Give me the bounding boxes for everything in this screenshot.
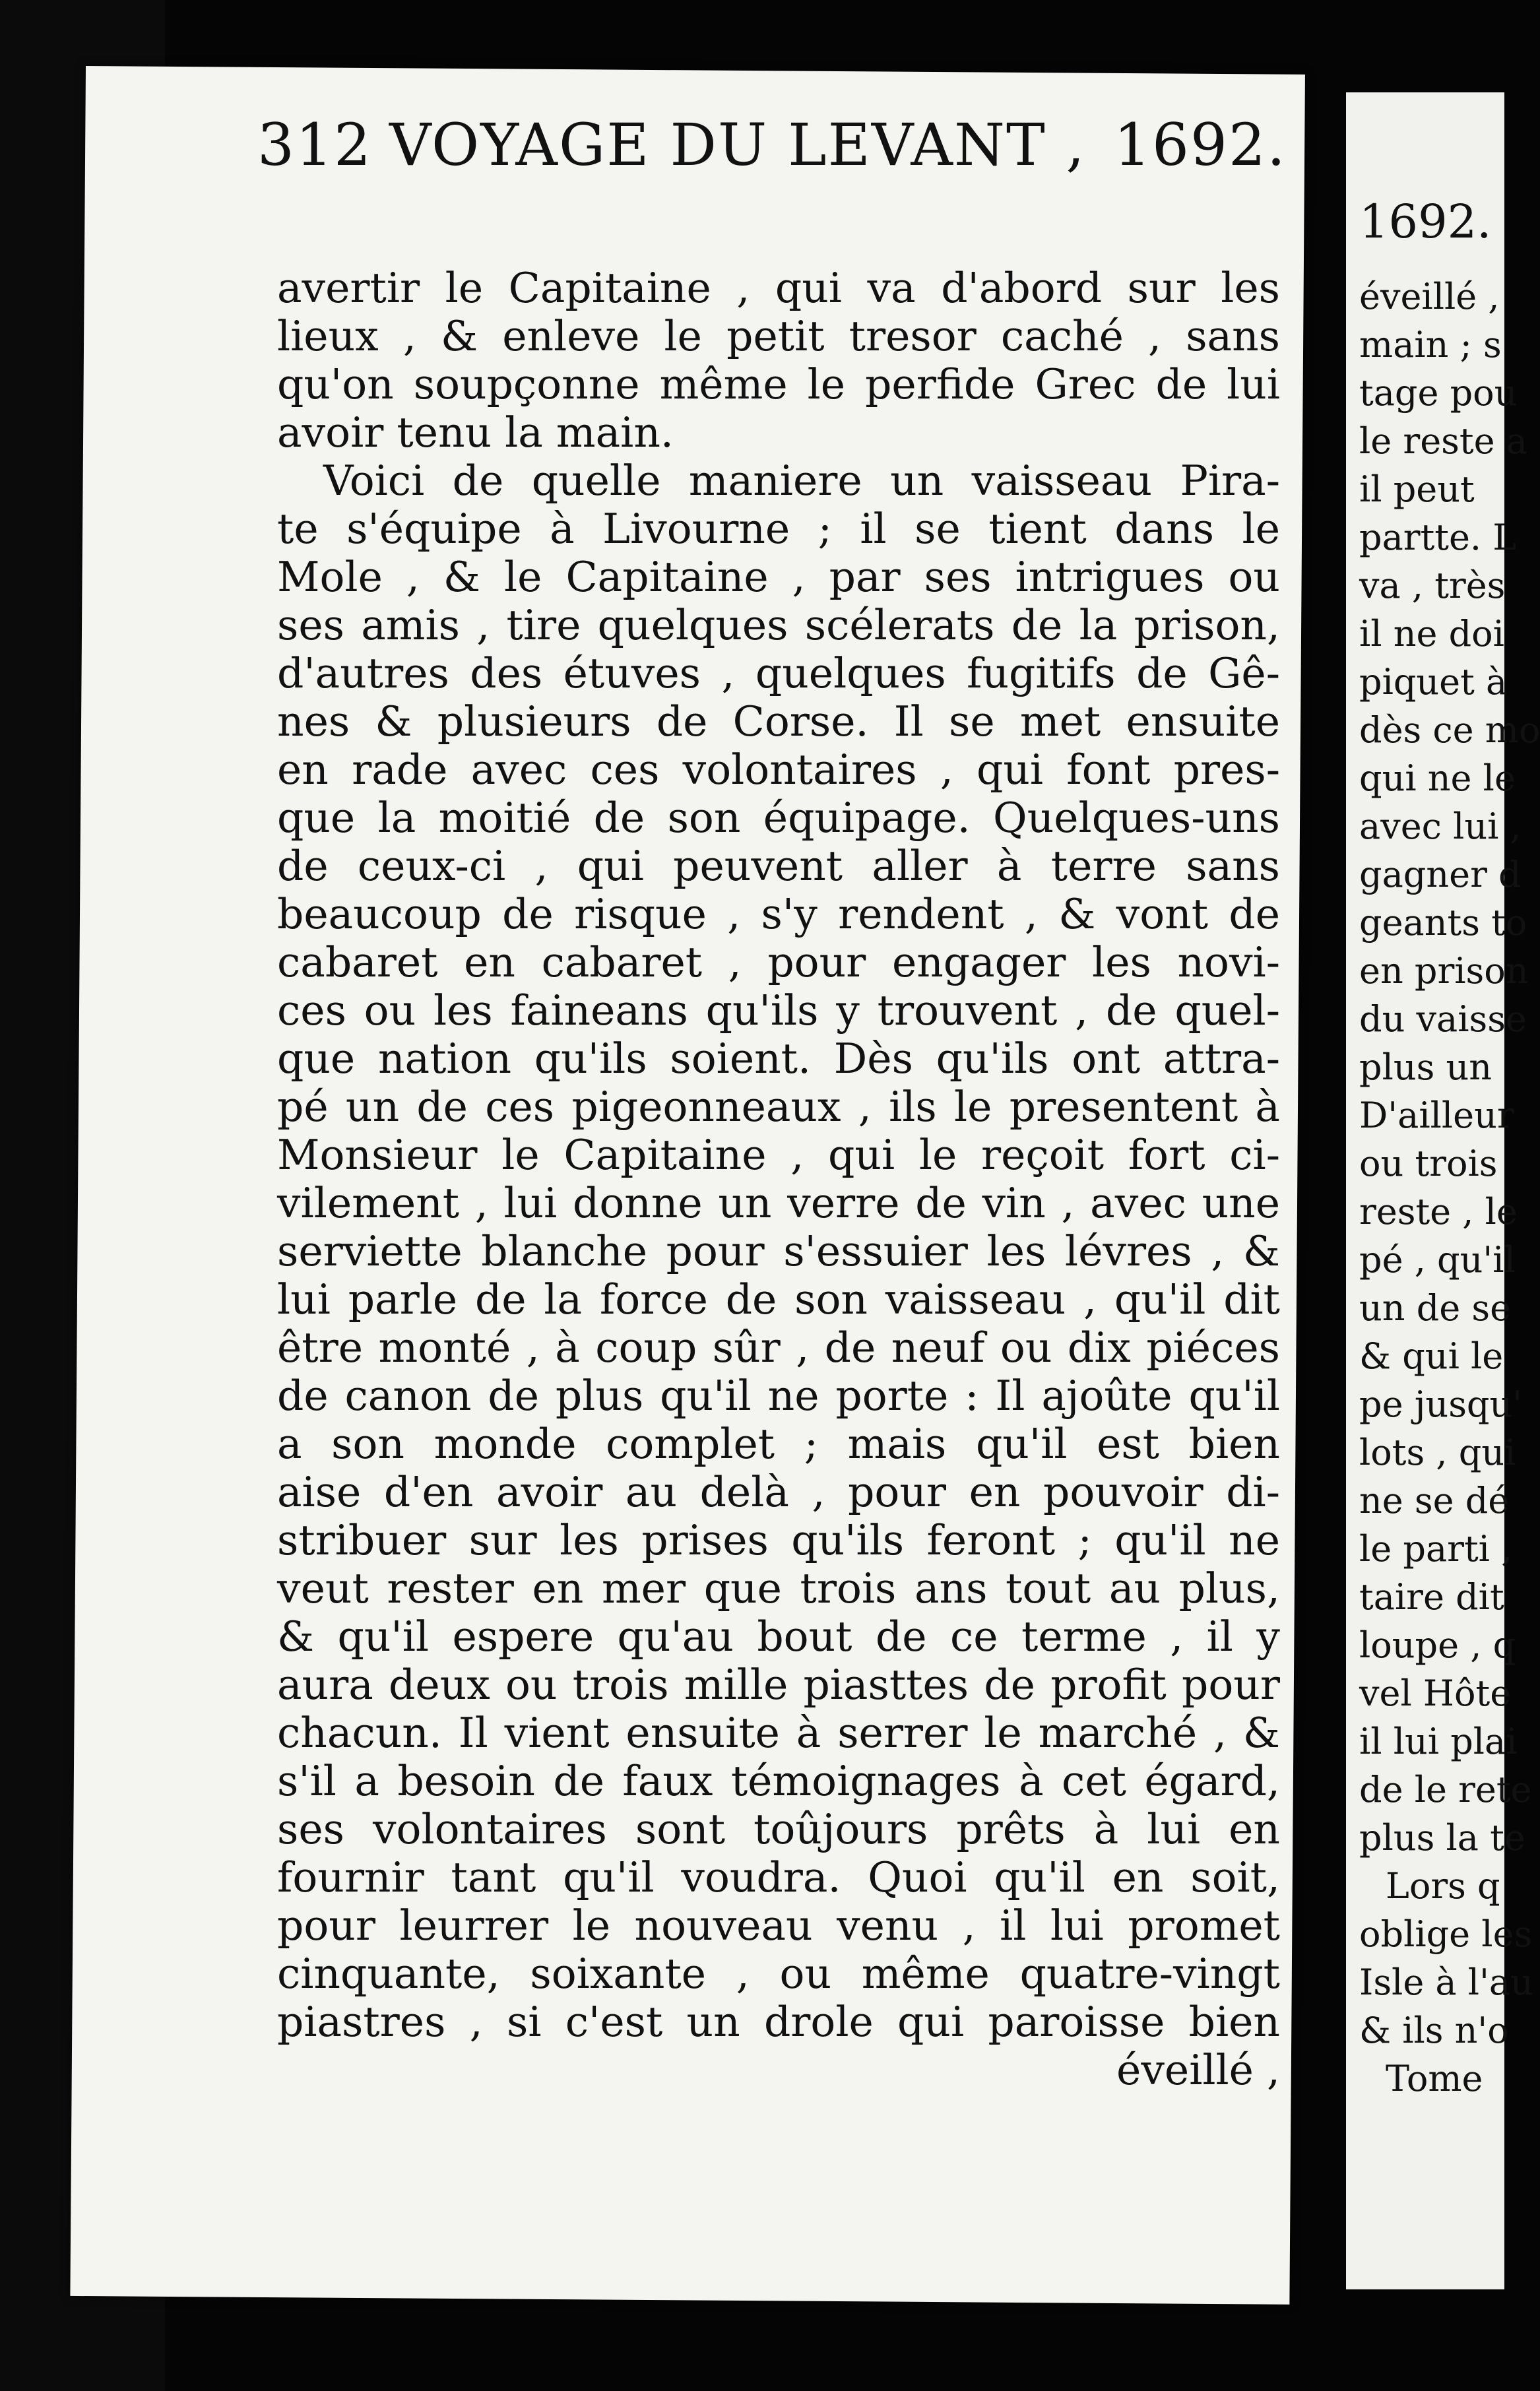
text-line: chacun. Il vient ensuite à serrer le marché , & xyxy=(277,1709,1280,1757)
facing-page-line: le parti , xyxy=(1359,1528,1513,1570)
facing-page-line: oblige les xyxy=(1359,1913,1533,1955)
facing-page-line: Tome xyxy=(1386,2058,1483,2099)
text-line: Monsieur le Capitaine , qui le reçoit fort ci- xyxy=(277,1131,1280,1179)
text-line: piastres , si c'est un drole qui paroisse bien xyxy=(277,1998,1280,2046)
facing-page-line: il peut xyxy=(1359,468,1475,510)
text-line: veut rester en mer que trois ans tout au plus, xyxy=(277,1564,1280,1612)
text-line: de ceux-ci , qui peuvent aller à terre sans xyxy=(277,842,1280,890)
facing-page-line: va , très xyxy=(1359,565,1506,606)
facing-page-line: avec lui , xyxy=(1359,806,1522,847)
text-line: serviette blanche pour s'essuier les lévres , & xyxy=(277,1227,1280,1275)
facing-page-line: dès ce mo xyxy=(1359,709,1540,751)
facing-page-line: en prison xyxy=(1359,950,1529,992)
facing-page-line: il lui plai xyxy=(1359,1721,1518,1762)
text-line: a son monde complet ; mais qu'il est bien xyxy=(277,1420,1280,1468)
facing-page-line: plus la te xyxy=(1359,1817,1525,1859)
text-line: que nation qu'ils soient. Dès qu'ils ont attra- xyxy=(277,1035,1280,1083)
facing-page-line: Isle à l'au xyxy=(1359,1961,1533,2003)
facing-page-line: ou trois xyxy=(1359,1143,1498,1184)
text-line: te s'équipe à Livourne ; il se tient dans le xyxy=(277,505,1280,553)
running-year: 1692. xyxy=(1114,111,1287,179)
facing-page-line: D'ailleur xyxy=(1359,1095,1514,1136)
facing-page-text xyxy=(1359,195,1540,2103)
text-line: d'autres des étuves , quelques fugitifs de Gê- xyxy=(277,649,1280,697)
facing-page xyxy=(1346,92,1540,2289)
facing-page-line: Lors q xyxy=(1386,1865,1500,1907)
facing-page-line: qui ne le xyxy=(1359,757,1516,799)
text-line: lieux , & enleve le petit tresor caché , sans xyxy=(277,312,1280,360)
facing-page-line: pe jusqu' xyxy=(1359,1384,1523,1425)
facing-page-line: piquet à xyxy=(1359,661,1508,703)
facing-page-line: éveillé , xyxy=(1359,276,1500,317)
text-line: ces ou les faineans qu'ils y trouvent , de quel- xyxy=(277,986,1280,1035)
text-line: de canon de plus qu'il ne porte : Il ajoûte qu'il xyxy=(277,1372,1280,1420)
facing-page-line: de le rete xyxy=(1359,1769,1532,1810)
text-line: en rade avec ces volontaires , qui font pres- xyxy=(277,746,1280,794)
facing-page-line: & qui le xyxy=(1359,1335,1504,1377)
text-line: avoir tenu la main. xyxy=(277,408,674,457)
facing-page-line: il ne doi xyxy=(1359,613,1504,654)
text-line: nes & plusieurs de Corse. Il se met ensuite xyxy=(277,697,1280,746)
facing-page-line: du vaisse xyxy=(1359,998,1527,1040)
running-title: VOYAGE DU LEVANT , xyxy=(389,111,1086,179)
facing-page-line: main ; s xyxy=(1359,324,1502,366)
body-text xyxy=(277,264,1280,2094)
text-line: s'il a besoin de faux témoignages à cet égard, xyxy=(277,1757,1280,1805)
facing-page-line: loupe , q xyxy=(1359,1624,1516,1666)
text-line: vilement , lui donne un verre de vin , avec une xyxy=(277,1179,1280,1227)
facing-page-line: un de se xyxy=(1359,1287,1512,1329)
text-line: qu'on soupçonne même le perfide Grec de lui xyxy=(277,360,1280,408)
text-line: ses amis , tire quelques scélerats de la prison, xyxy=(277,601,1280,649)
page-number: 312 xyxy=(257,111,372,179)
facing-page-line: partte. L xyxy=(1359,517,1517,558)
facing-page-line: tage pou xyxy=(1359,372,1518,414)
text-line: éveillé , xyxy=(1116,2046,1280,2094)
text-line: que la moitié de son équipage. Quelques-uns xyxy=(277,794,1280,842)
facing-page-line: le reste a xyxy=(1359,420,1527,462)
text-line: pour leurrer le nouveau venu , il lui promet xyxy=(277,1901,1280,1950)
facing-page-line: gagner d xyxy=(1359,854,1522,895)
text-line: être monté , à coup sûr , de neuf ou dix piéces xyxy=(277,1323,1280,1372)
facing-page-line: geants to xyxy=(1359,902,1527,943)
facing-page-line: ne se dé xyxy=(1359,1480,1510,1521)
text-line: Mole , & le Capitaine , par ses intrigues ou xyxy=(277,553,1280,601)
text-line: lui parle de la force de son vaisseau , qu'il dit xyxy=(277,1275,1280,1323)
running-head xyxy=(257,111,1287,203)
facing-page-head: 1692. xyxy=(1359,195,1492,249)
text-line: beaucoup de risque , s'y rendent , & vont de xyxy=(277,890,1280,938)
facing-page-line: plus un xyxy=(1359,1046,1492,1088)
text-line: fournir tant qu'il voudra. Quoi qu'il en soit, xyxy=(277,1853,1280,1901)
facing-page-line: taire dit xyxy=(1359,1576,1504,1618)
facing-page-line: & ils n'o xyxy=(1359,2010,1509,2051)
text-line: aise d'en avoir au delà , pour en pouvoir di- xyxy=(277,1468,1280,1516)
text-line: aura deux ou trois mille piasttes de profit pour xyxy=(277,1661,1280,1709)
text-line: stribuer sur les prises qu'ils feront ; qu'il ne xyxy=(277,1516,1280,1564)
text-line: & qu'il espere qu'au bout de ce terme , il y xyxy=(277,1612,1280,1661)
text-line: cabaret en cabaret , pour engager les novi- xyxy=(277,938,1280,986)
text-line: Voici de quelle maniere un vaisseau Pira- xyxy=(323,457,1280,505)
text-line: pé un de ces pigeonneaux , ils le presentent à xyxy=(277,1083,1280,1131)
text-line: avertir le Capitaine , qui va d'abord sur les xyxy=(277,264,1280,312)
facing-page-line: vel Hôte xyxy=(1359,1673,1512,1714)
facing-page-line: lots , qui xyxy=(1359,1432,1516,1473)
facing-page-line: reste , le xyxy=(1359,1191,1518,1232)
text-line: ses volontaires sont toûjours prêts à lui en xyxy=(277,1805,1280,1853)
facing-page-line: pé , qu'il xyxy=(1359,1239,1516,1281)
text-line: cinquante, soixante , ou même quatre-vingt xyxy=(277,1950,1280,1998)
